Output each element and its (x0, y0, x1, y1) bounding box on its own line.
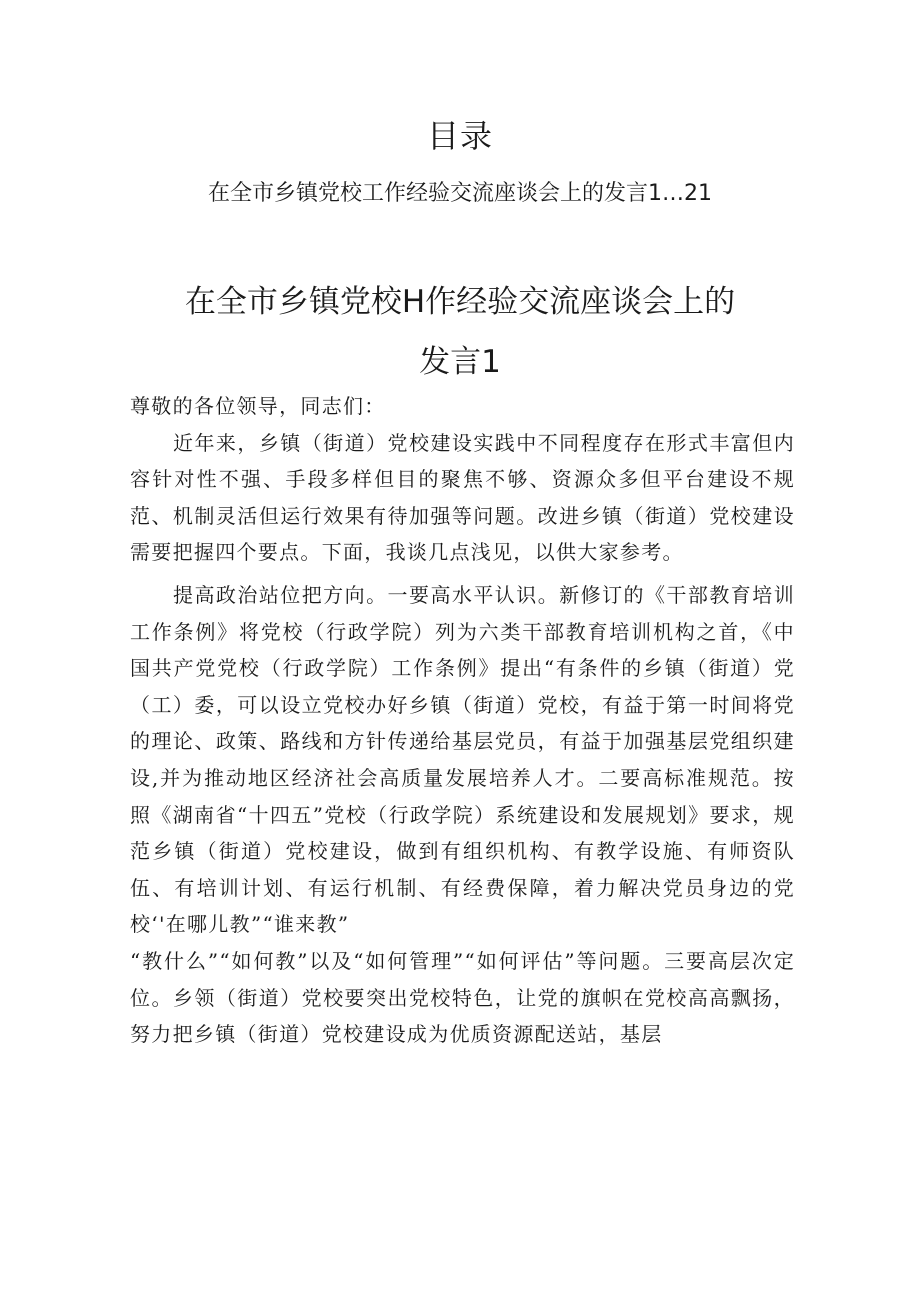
toc-heading: 目录 (426, 117, 493, 155)
document-title-line-2: 发言1 (419, 344, 501, 380)
paragraph-intro: 近年来，乡镇（街道）党校建设实践中不同程度存在形式丰富但内容针对性不强、手段多样但目的聚焦不够、资源众多但平台建设不规范、机制灵活但运行效果有待加强等问题。改进乡镇（街道）党校建设需要把握四个要点。下面，我谈几点浅见，以供大家参考。 (130, 430, 795, 565)
paragraph-political-stance: 提高政治站位把方向。一要高水平认识。新修订的《干部教育培训工作条例》将党校（行政学院）列为六类干部教育培训机构之首，《中国共产党党校（行政学院）工作条例》提出“有条件的乡镇（街道）党（工）委，可以设立党校办好乡镇（街道）党校，有益于第一时间将党的理论、政策、路线和方针传递给基层党员，有益于加强基层党组织建设,并为推动地区经济社会高质量发展培养人才。二要高标准规范。按照《湖南省“十四五”党校（行政学院）系统建设和发展规划》要求，规范乡镇（街道）党校建设，做到有组织机构、有教学设施、有师资队伍、有培训计划、有运行机制、有经费保障，着力解决党员身边的党校‘'在哪儿教”“谁来教” (130, 582, 795, 937)
salutation: 尊敬的各位领导，同志们： (130, 394, 386, 418)
document-title-line-1: 在全市乡镇党校H作经验交流座谈会上的 (184, 284, 736, 320)
document-body (130, 388, 795, 1053)
document-title (60, 272, 860, 392)
paragraph-continuation: “教什么”“如何教”以及“如何管理”“如何评估”等问题。三要高层次定位。乡领（街道）党校要突出党校特色，让党的旗帜在党校高高飘扬，努力把乡镇（街道）党校建设成为优质资源配送站，基层 (130, 948, 795, 1047)
toc-entry[interactable]: 在全市乡镇党校工作经验交流座谈会上的发言1…21 (208, 181, 712, 206)
